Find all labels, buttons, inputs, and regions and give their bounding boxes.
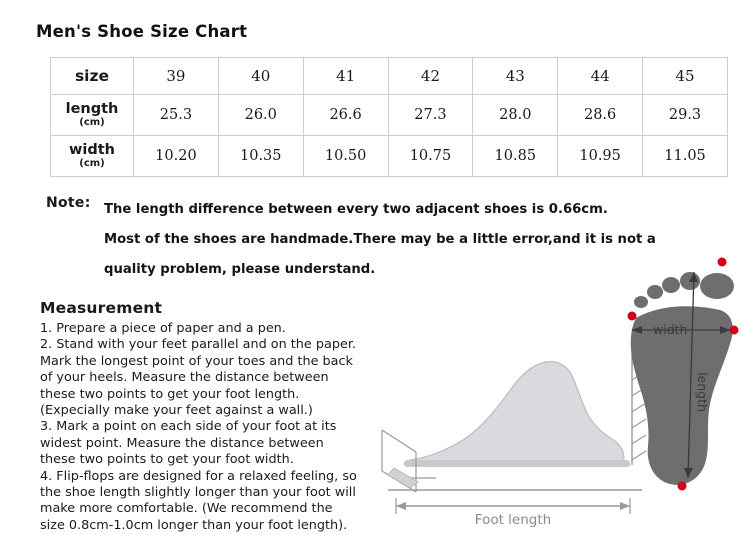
table-cell-width: 10.20 [134,136,219,177]
measurement-line: 1. Prepare a piece of paper and a pen. [40,321,286,336]
row-label-length [51,95,134,136]
row-label-width [51,136,134,177]
table-cell-length: 29.3 [643,95,728,136]
measurement-line: these two points to get your foot length. [40,386,300,402]
table-cell-length: 26.0 [218,95,303,136]
size-table-container [50,57,728,177]
measurement-line: (Expecially make your feet against a wall.) [40,403,313,419]
table-cell-width: 10.75 [388,136,473,177]
width-marker-left [628,312,637,321]
table-cell-size: 39 [134,58,219,95]
row-label-width-unit: (cm) [79,157,105,169]
measurement-line: size 0.8cm-1.0cm longer than your foot length). [40,517,348,533]
row-label-width-text: width [69,141,115,158]
measurement-line: 2. Stand with your feet parallel and on the paper. [40,337,356,353]
note-line: The length difference between every two adjacent shoes is 0.66cm. [104,202,608,217]
length-marker-top [718,258,727,267]
toe-fourth [647,285,663,299]
table-cell-width: 11.05 [643,136,728,177]
width-label: width [653,322,688,337]
note-line: Most of the shoes are handmade.There may be a little error,and it is not a [104,232,656,247]
table-cell-length: 27.3 [388,95,473,136]
table-row-length [51,95,728,136]
shoe-side-view-illustration [382,347,646,527]
measurement-line: of your heels. Measure the distance between [40,370,329,386]
table-cell-size: 40 [218,58,303,95]
row-label-size: size [51,58,134,95]
shoe-sole [404,460,630,467]
foot-length-label: Foot length [474,512,552,527]
measurement-line: 4. Flip-flops are designed for a relaxed feeling, so [40,468,357,484]
measurement-diagram [374,252,742,527]
row-label-length-unit: (cm) [79,116,105,128]
length-label: length [695,372,710,412]
toe-third [662,277,680,293]
toe-little [634,296,648,308]
footprint-illustration [628,258,739,491]
measurement-line: make more comfortable. (We recommend the [40,501,333,517]
measurement-line: Mark the longest point of your toes and the back [40,353,353,369]
toe-big [700,273,734,299]
note-label: Note: [46,195,91,211]
width-marker-right [730,326,739,335]
length-marker-bottom [678,482,687,491]
page-title: Men's Shoe Size Chart [36,22,248,41]
shoe-shape [410,362,624,465]
table-cell-length: 26.6 [303,95,388,136]
table-cell-width: 10.85 [473,136,558,177]
measurement-line: 3. Mark a point on each side of your foot at its [40,419,337,435]
table-cell-width: 10.95 [558,136,643,177]
table-cell-size: 41 [303,58,388,95]
measurement-heading: Measurement [40,299,163,317]
table-cell-size: 43 [473,58,558,95]
table-cell-length: 25.3 [134,95,219,136]
measurement-line: widest point. Measure the distance between [40,435,324,451]
table-cell-length: 28.0 [473,95,558,136]
table-cell-size: 45 [643,58,728,95]
table-row-width [51,136,728,177]
measurement-line: these two points to get your foot width. [40,452,294,468]
table-cell-width: 10.50 [303,136,388,177]
row-label-length-text: length [65,100,119,117]
table-cell-size: 42 [388,58,473,95]
table-cell-length: 28.6 [558,95,643,136]
table-cell-size: 44 [558,58,643,95]
measurement-line: the shoe length slightly longer than your foot will [40,485,356,501]
size-chart-table [50,57,728,177]
note-line: quality problem, please understand. [104,262,376,277]
measurement-text [40,321,400,534]
table-row-size [51,58,728,95]
table-cell-width: 10.35 [218,136,303,177]
